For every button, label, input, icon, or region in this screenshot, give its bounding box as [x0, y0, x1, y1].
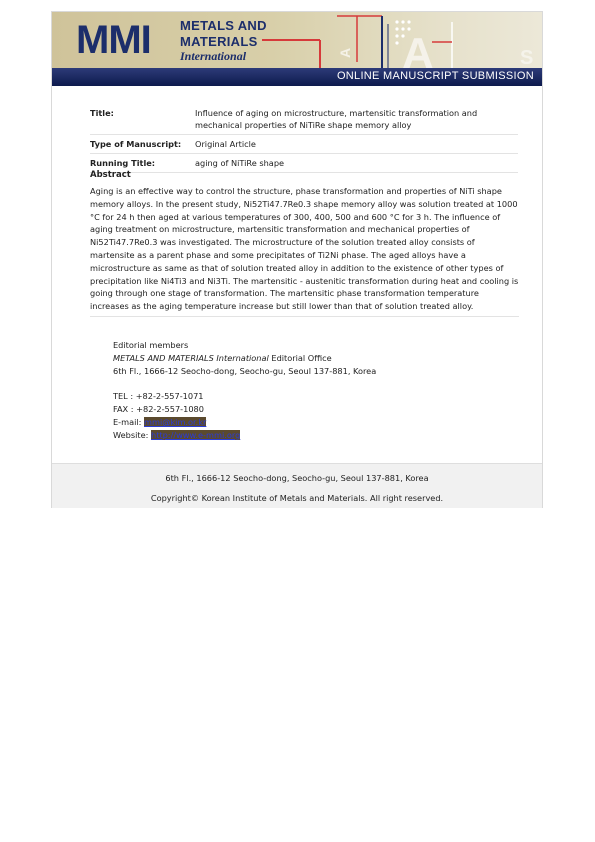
footer-address: 6th Fl., 1666-12 Seocho-dong, Seocho-gu, Seoul 137-881, Korea: [165, 473, 429, 483]
office-line: [113, 352, 376, 365]
brand-line-2: MATERIALS: [180, 34, 258, 49]
brand-line-3: International: [180, 49, 247, 63]
abstract-text: Aging is an effective way to control the structure, phase transformation and properties of NiTi shape memory alloys. In the present study, Ni52Ti47.7Re0.3 shape memory alloy was solution treated at 1000 °C for 24 h then aged at various temperatures of 300, 400, 500 and 600 °C for 3 h. The influence of aging treatment on microstructure, martensitic transformation and mechanical properties of Ni52Ti47.7Re0.3 was investigated. The microstructure of the solution treated alloy consists of martensite as a parent phase and some precipitates of Ti2Ni phase. The aged alloys have a microstructure as same as that of solution treated alloy in addition to the existence of other types of precipitation like Ni4Ti3 and Ni3Ti. The martensitic - austenitic transformation during heat and cooling is going through one stage of transformation. The martensitic phase transformation temperature increases as the aging temperature increase but still lower than that of solution treated alloy.: [90, 185, 519, 317]
email-line: [113, 416, 376, 429]
running-title-label: Running Title:: [90, 154, 195, 173]
email-link[interactable]: mmi@kim.or.kr: [144, 416, 207, 427]
journal-name: METALS AND MATERIALS International: [113, 352, 269, 363]
email-label: E-mail:: [113, 416, 145, 427]
decorative-graphic: [52, 12, 542, 68]
deco-letter-a-large: A: [402, 29, 434, 68]
office-label: Editorial Office: [268, 352, 332, 363]
header-banner: [52, 12, 542, 68]
deco-letter-s: S: [520, 47, 534, 68]
footer: [52, 463, 542, 508]
running-title-value: aging of NiTiRe shape: [195, 154, 518, 173]
website-link[interactable]: http://www.e-mmi.org: [151, 429, 241, 440]
page-frame: [51, 11, 543, 508]
fax: FAX : +82-2-557-1080: [113, 404, 204, 415]
editorial-members: Editorial members: [113, 340, 189, 350]
abstract-heading: Abstract: [90, 170, 131, 180]
title-label: Title:: [90, 104, 195, 135]
website-label: Website:: [113, 429, 151, 440]
mmi-logo: MMI: [76, 18, 151, 62]
contact-address: 6th Fl., 1666-12 Seocho-dong, Seocho-gu, Seoul 137-881, Korea: [113, 365, 377, 376]
brand-line-1: METALS AND: [180, 18, 267, 33]
contact-block: [113, 339, 376, 442]
title-value: Influence of aging on microstructure, martensitic transformation and mechanical properties of NiTiRe shape memory alloy: [195, 104, 518, 135]
running-title-row: [90, 154, 518, 173]
type-row: [90, 135, 518, 154]
deco-letter-a-small: A: [337, 47, 353, 58]
type-label: Type of Manuscript:: [90, 135, 195, 154]
type-value: Original Article: [195, 135, 518, 154]
title-row: [90, 104, 518, 135]
footer-copyright: Copyright© Korean Institute of Metals and Materials. All right reserved.: [150, 493, 444, 503]
nav-title: ONLINE MANUSCRIPT SUBMISSION: [336, 70, 534, 82]
website-line: [113, 429, 376, 442]
manuscript-meta-table: [90, 104, 518, 173]
nav-bar: [52, 68, 542, 86]
tel: TEL : +82-2-557-1071: [113, 391, 204, 402]
